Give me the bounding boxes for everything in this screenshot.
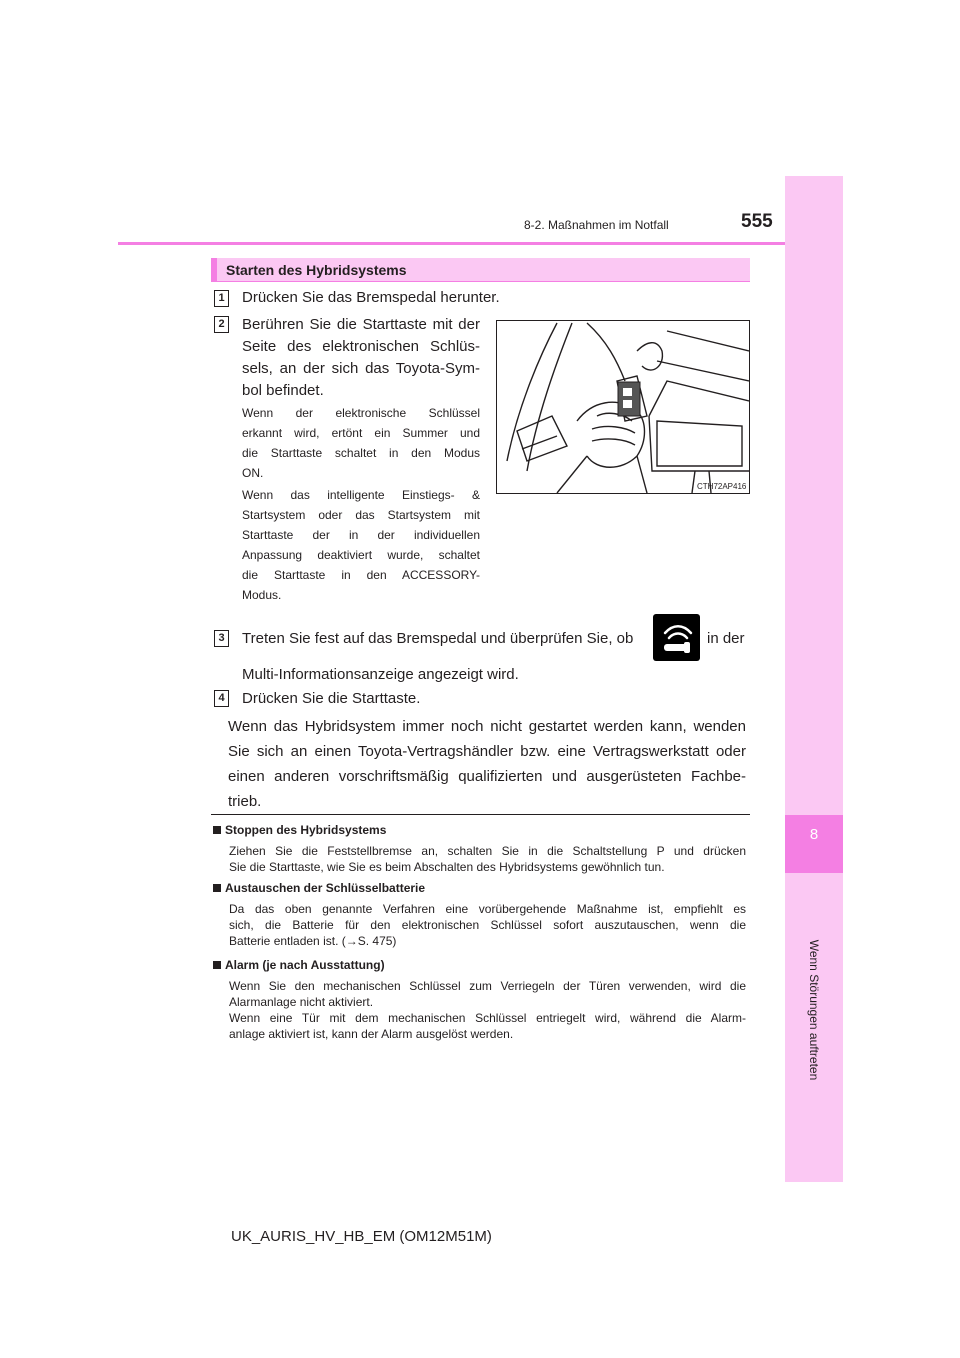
closing-paragraph — [228, 714, 746, 814]
closing-line: einen anderen vorschriftsmäßig qualifizierten und ausgerüsteten Fachbe- — [228, 768, 746, 785]
bullet-square-icon — [213, 961, 221, 969]
step-number-2: 2 — [214, 316, 229, 333]
step-3-text-line2: Multi-Informationsanzeige angezeigt wird. — [242, 666, 519, 683]
closing-line: Sie sich an einen Toyota-Vertragshändler bzw. eine Vertragswerkstatt oder — [228, 743, 746, 760]
note-line: anlage aktiviert ist, kann der Alarm ausgelöst werden. — [229, 1027, 514, 1041]
section-title: Starten des Hybridsystems — [226, 262, 407, 278]
step-number-3: 3 — [214, 630, 229, 647]
note-line: Batterie entladen ist. (→S. 475) — [229, 934, 397, 948]
note-battery — [213, 881, 746, 949]
chapter-number: 8 — [809, 826, 819, 843]
step-3-text-after: in der — [707, 630, 745, 647]
note-body — [213, 843, 746, 875]
step-number-1: 1 — [214, 290, 229, 307]
note-alarm — [213, 958, 746, 1042]
note-line: die Starttaste in den ACCESSORY- — [242, 568, 480, 582]
step-2-line: Berühren Sie die Starttaste mit der — [242, 316, 480, 333]
note-line: erkannt wird, ertönt ein Summer und — [242, 426, 480, 440]
note-line: Starttaste der in der individuellen — [242, 528, 480, 542]
step-2-line: Seite des elektronischen Schlüs- — [242, 338, 480, 355]
smart-key-indicator-icon — [653, 614, 700, 661]
bullet-square-icon — [213, 884, 221, 892]
step-4-text: Drücken Sie die Starttaste. — [242, 690, 421, 707]
closing-line: Wenn das Hybridsystem immer noch nicht gestartet werden kann, wenden — [228, 718, 746, 735]
note-title — [213, 958, 746, 972]
step-number-4: 4 — [214, 690, 229, 707]
bullet-square-icon — [213, 826, 221, 834]
step-2-note-2 — [242, 485, 480, 605]
document-code: UK_AURIS_HV_HB_EM (OM12M51M) — [231, 1228, 492, 1245]
chapter-title-vertical: Wenn Störungen auftreten — [807, 939, 821, 1081]
header-section-title: 8-2. Maßnahmen im Notfall — [524, 218, 669, 232]
note-line: Da das oben genannte Verfahren eine vorübergehende Maßnahme ist, empfiehlt es — [229, 902, 746, 916]
header-rule — [118, 242, 785, 245]
note-title-text: Austauschen der Schlüsselbatterie — [225, 881, 426, 895]
note-line: Wenn der elektronische Schlüssel — [242, 406, 480, 420]
note-line: Wenn Sie den mechanischen Schlüssel zum Verriegeln der Türen verwenden, wird die — [229, 979, 746, 993]
note-title — [213, 823, 746, 837]
step-2-text — [242, 314, 480, 402]
note-line: Sie die Starttaste, wie Sie es beim Abschalten des Hybridsystems gewöhnlich tun. — [229, 860, 665, 874]
note-title — [213, 881, 746, 895]
note-stopping — [213, 823, 746, 875]
illustration-start-button — [496, 320, 750, 494]
note-line: Startsystem oder das Startsystem mit — [242, 508, 480, 522]
note-line: Wenn eine Tür mit dem mechanischen Schlüssel entriegelt wird, während die Alarm- — [229, 1011, 746, 1025]
note-line: die Starttaste schaltet in den Modus — [242, 446, 480, 460]
illustration-code: CTH72AP416 — [697, 482, 747, 491]
closing-line: trieb. — [228, 793, 262, 810]
note-line: Wenn das intelligente Einstiegs- & — [242, 488, 480, 502]
note-line: ON. — [242, 466, 264, 480]
step-2-line: bol befindet. — [242, 382, 324, 399]
key-wave-icon — [653, 614, 700, 661]
page-number: 555 — [741, 211, 773, 232]
note-title-text: Stoppen des Hybridsystems — [225, 823, 387, 837]
step-1-text: Drücken Sie das Bremspedal herunter. — [242, 289, 500, 306]
section-divider — [211, 814, 750, 815]
note-line: Anpassung deaktiviert wurde, schaltet — [242, 548, 480, 562]
note-body — [213, 901, 746, 949]
steering-wheel-hand-key-drawing — [497, 321, 749, 493]
step-2-note-1 — [242, 403, 480, 483]
note-line: Alarmanlage nicht aktiviert. — [229, 995, 374, 1009]
chapter-number-marker — [785, 815, 843, 873]
note-line: sich, die Batterie für den elektronischen Schlüssel sofort auszutauschen, wenn die — [229, 918, 746, 932]
note-line: Ziehen Sie die Feststellbremse an, schalten Sie in die Schaltstellung P und drücken — [229, 844, 746, 858]
step-2-line: sels, an der sich das Toyota-Sym- — [242, 360, 480, 377]
note-body — [213, 978, 746, 1042]
note-title-text: Alarm (je nach Ausstattung) — [225, 958, 385, 972]
note-line: Modus. — [242, 588, 282, 602]
step-3-text-before: Treten Sie fest auf das Bremspedal und überprüfen Sie, ob — [242, 630, 634, 647]
